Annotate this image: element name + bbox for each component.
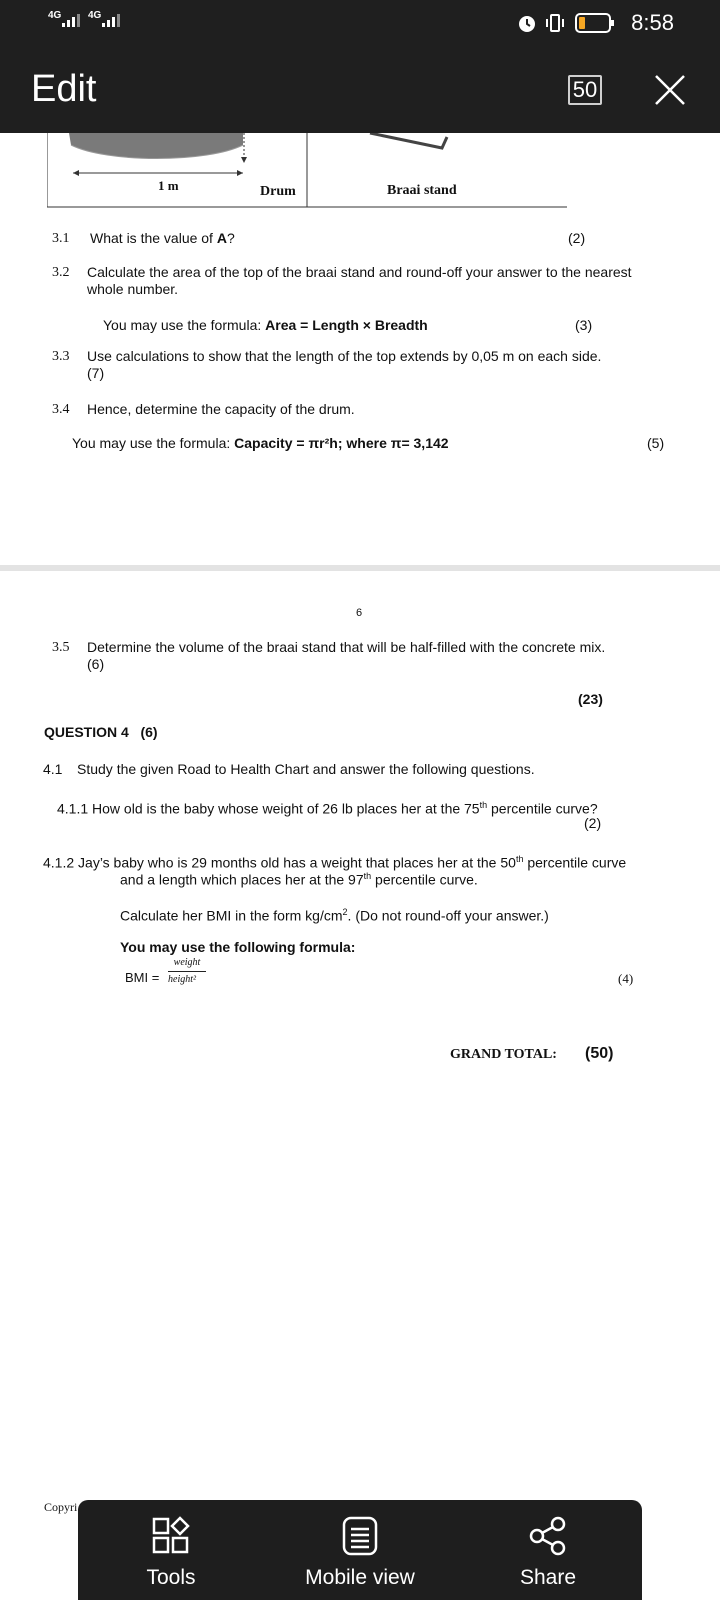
- bottom-toolbar: [78, 1500, 642, 1600]
- question-number: 3.4: [52, 402, 70, 417]
- copyright-text: Copyri: [44, 1500, 78, 1514]
- question-text: Calculate her BMI in the form $kg/cm^2$. (Do not round-off your answer.): [120, 907, 549, 924]
- page-title: Edit: [31, 68, 97, 110]
- mobile-view-label: Mobile view: [305, 1566, 415, 1589]
- document-page[interactable]: [0, 133, 720, 1600]
- mobile-view-icon: [340, 1516, 380, 1556]
- page-number: 6: [356, 607, 363, 619]
- page-count-badge[interactable]: 50: [568, 75, 602, 105]
- section-total: (23): [578, 691, 603, 707]
- share-button[interactable]: [478, 1500, 618, 1600]
- figure-caption-braai-stand: Braai stand: [387, 183, 457, 198]
- question-text: 4.1.2 Jay’s baby who is 29 months old has a weight that places her at the 50th percentile curve: [43, 854, 627, 871]
- question-text: 4.1.1 How old is the baby whose weight of 26 lb places her at the 75th percentile curve?: [57, 800, 598, 817]
- formula-hint: You may use the formula: Capacity = πr²h; where π= 3,142: [72, 435, 449, 451]
- formula-hint: You may use the formula: Area = Length × Breadth: [103, 317, 428, 333]
- page-separator: [0, 565, 720, 571]
- dimension-label: 1 m: [158, 178, 179, 193]
- signal-strength-icon: [62, 14, 80, 27]
- mobile-view-button[interactable]: [290, 1500, 430, 1600]
- close-icon[interactable]: [654, 74, 686, 106]
- question-text: and a length which places her at the 97th percentile curve.: [120, 871, 478, 888]
- figure-caption-drum: Drum: [260, 184, 296, 199]
- alarm-icon: [516, 12, 538, 34]
- marks: (2): [584, 815, 602, 831]
- marks: (5): [647, 435, 665, 451]
- bmi-denominator: height²: [168, 974, 196, 985]
- signal-type-2: 4G: [88, 10, 102, 21]
- signal-strength-icon-2: [102, 14, 120, 27]
- grand-total-value: (50): [585, 1045, 614, 1062]
- signal-type-1: 4G: [48, 10, 62, 21]
- formula-heading: You may use the following formula:: [120, 939, 356, 955]
- share-label: Share: [519, 1566, 577, 1589]
- question-text: Hence, determine the capacity of the drum.: [87, 401, 355, 417]
- question-text: whole number.: [87, 281, 179, 297]
- marks: (4): [618, 971, 634, 986]
- bmi-numerator: weight: [168, 954, 206, 972]
- bmi-label: BMI =: [125, 970, 160, 985]
- question-text: Determine the volume of the braai stand that will be half-filled with the concrete mix.: [87, 639, 606, 655]
- question-text: Calculate the area of the top of the braai stand and round-off your answer to the nearest: [87, 264, 632, 280]
- question-text: Use calculations to show that the length of the top extends by 0,05 m on each side.: [87, 348, 602, 364]
- clock: 8:58: [631, 10, 674, 35]
- question-number: 3.2: [52, 265, 70, 280]
- diagram-figure: [47, 133, 567, 209]
- question-number: 3.1: [52, 231, 70, 246]
- battery-icon: [575, 12, 615, 34]
- tools-icon: [151, 1516, 191, 1556]
- share-icon: [528, 1516, 568, 1556]
- vibrate-icon: [544, 12, 566, 34]
- tools-label: Tools: [146, 1566, 196, 1589]
- question-number: 3.3: [52, 349, 70, 364]
- question-number: 4.1: [43, 761, 63, 777]
- question-text: Study the given Road to Health Chart and answer the following questions.: [77, 761, 535, 777]
- marks: (7): [87, 365, 105, 381]
- grand-total-label: GRAND TOTAL:: [450, 1047, 557, 1062]
- question-heading: QUESTION 4 (6): [44, 724, 158, 740]
- question-text: What is the value of A?: [90, 230, 235, 246]
- status-bar: [0, 0, 720, 46]
- marks: (6): [87, 656, 105, 672]
- marks: (2): [568, 230, 586, 246]
- question-number: 3.5: [52, 640, 70, 655]
- tools-button[interactable]: [101, 1500, 241, 1600]
- app-bar: [0, 46, 720, 133]
- marks: (3): [575, 317, 593, 333]
